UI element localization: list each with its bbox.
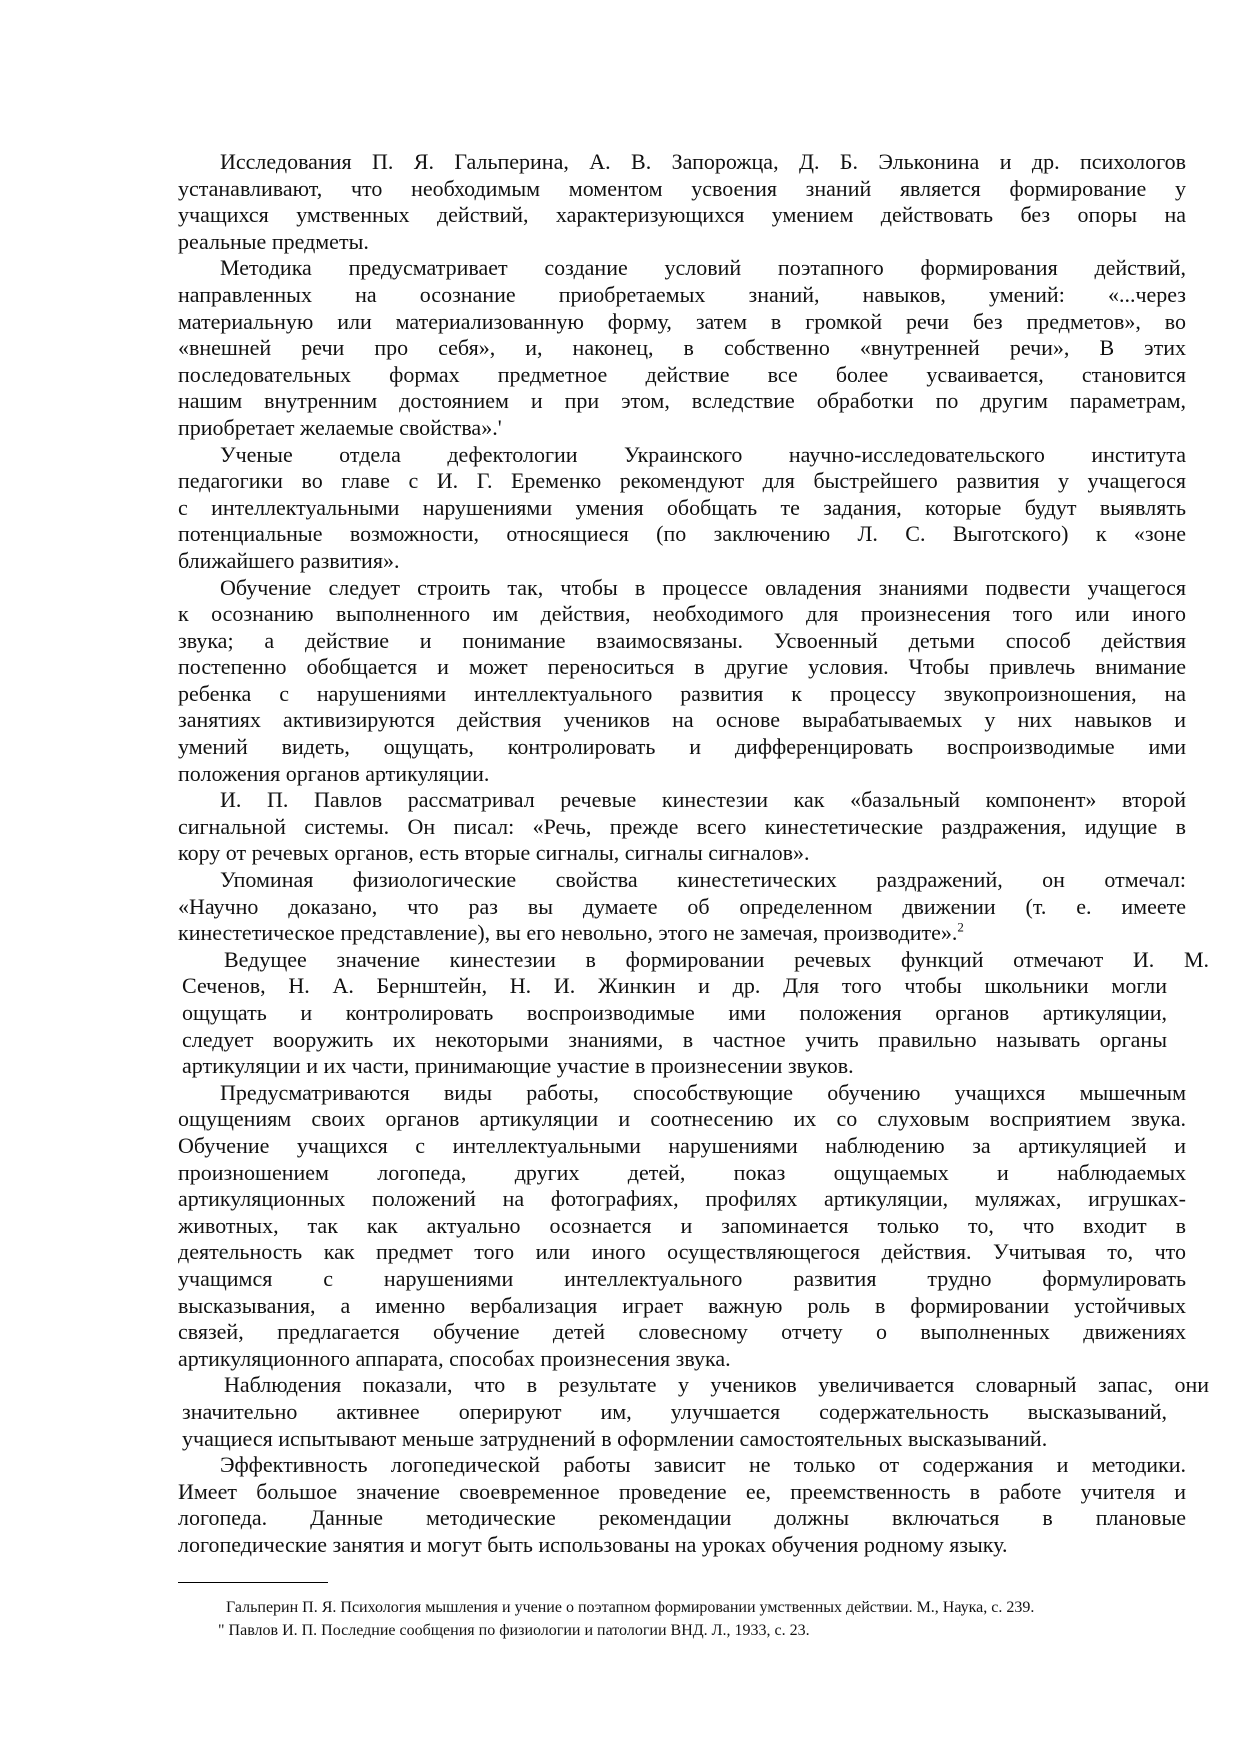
- text-line: [178, 575, 1186, 602]
- text-line: [182, 973, 1167, 1000]
- text-line-content: последовательных формах предметное действие все более усваивается, становится: [178, 361, 1186, 387]
- text-line: [178, 734, 1186, 761]
- text-line: [178, 1239, 1186, 1266]
- text-line-content: артикуляционного аппарата, способах произнесения звука.: [178, 1345, 731, 1371]
- paragraph: [178, 442, 1186, 575]
- text-line: [178, 468, 1186, 495]
- text-line: [178, 894, 1186, 921]
- text-line-content: произношением логопеда, других детей, показ ощущаемых и наблюдаемых: [178, 1159, 1186, 1185]
- text-line-content: учащимся с нарушениями интеллектуального развития трудно формулировать: [178, 1265, 1186, 1291]
- text-line: [178, 654, 1186, 681]
- text-line-content: Наблюдения показали, что в результате у учеников увеличивается словарный запас, они: [224, 1372, 1209, 1398]
- text-line-content: Эффективность логопедической работы зависит не только от содержания и методики.: [220, 1452, 1186, 1478]
- text-line-content: И. П. Павлов рассматривал речевые кинестезии как «базальный компонент» второй: [220, 787, 1186, 813]
- text-line-content: нашим внутренним достоянием и при этом, вследствие обработки по другим параметрам,: [178, 388, 1186, 414]
- text-line-content: потенциальные возможности, относящиеся (по заключению Л. С. Выготского) к «зоне: [178, 521, 1186, 547]
- footnote-divider: [178, 1582, 328, 1583]
- text-line-content: направленных на осознание приобретаемых знаний, навыков, умений: «...через: [178, 281, 1186, 307]
- text-line: [178, 309, 1186, 336]
- text-line: [178, 1106, 1186, 1133]
- text-line-content: «внешней речи про себя», и, наконец, в собственно «внутренней речи», В этих: [178, 335, 1186, 361]
- text-line: [178, 548, 1186, 575]
- paragraph: [178, 149, 1186, 255]
- text-line-content: ощущать и контролировать воспроизводимые ими положения органов артикуляции,: [182, 1000, 1167, 1025]
- text-line-content: Ученые отдела дефектологии Украинского научно-исследовательского института: [220, 441, 1186, 467]
- text-line: [178, 362, 1186, 389]
- text-line: [178, 255, 1186, 282]
- text-line: [178, 1319, 1186, 1346]
- text-line: [178, 495, 1186, 522]
- text-line-content: «Научно доказано, что раз вы думаете об определенном движении (т. е. имеете: [178, 893, 1186, 919]
- text-line-content: ощущениям своих органов артикуляции и соотнесению их со слуховым восприятием звука.: [178, 1106, 1186, 1132]
- text-line-content: следует вооружить их некоторыми знаниями, в частное учить правильно называть органы: [182, 1026, 1167, 1052]
- text-line-content: значительно активнее оперируют им, улучшается содержательность высказываний,: [182, 1398, 1167, 1424]
- text-line: [178, 1133, 1186, 1160]
- text-line-content: животных, так как актуально осознается и запоминается только то, что входит в: [178, 1212, 1186, 1238]
- text-line: [182, 1000, 1167, 1027]
- text-line-content: звука; а действие и понимание взаимосвязаны. Усвоенный детьми способ действия: [178, 627, 1186, 653]
- text-line: [178, 814, 1186, 841]
- text-line-content: ближайшего развития».: [178, 547, 400, 573]
- text-line: [178, 282, 1186, 309]
- text-line: [178, 1186, 1186, 1213]
- text-line-content: Исследования П. Я. Гальперина, А. В. Запорожца, Д. Б. Эльконина и др. психологов: [220, 149, 1186, 174]
- text-line: [178, 681, 1186, 708]
- paragraph: [178, 867, 1186, 947]
- text-line-content: логопедические занятия и могут быть использованы на уроках обучения родному языку.: [178, 1531, 1008, 1557]
- text-line-content: логопеда. Данные методические рекомендации должны включаться в плановые: [178, 1505, 1186, 1531]
- text-line: [182, 1027, 1167, 1054]
- footnotes: [178, 1596, 1188, 1642]
- footnote-2: " Павлов И. П. Последние сообщения по физиологии и патологии ВНД. Л., 1933, с. 23.: [218, 1622, 810, 1639]
- text-line: [178, 761, 1186, 788]
- paragraph: [178, 255, 1186, 441]
- text-line-content: высказывания, а именно вербализация играет важную роль в формировании устойчивых: [178, 1292, 1186, 1318]
- text-line-content: сигнальной системы. Он писал: «Речь, прежде всего кинестетические раздражения, идущие в: [178, 813, 1186, 839]
- text-line: [182, 1399, 1167, 1426]
- text-line: [178, 628, 1186, 655]
- text-line: [182, 1426, 1167, 1453]
- text-line-content: ребенка с нарушениями интеллектуального развития к процессу звукопроизношения, на: [178, 680, 1186, 706]
- text-line: [178, 388, 1186, 415]
- text-line-content: Обучение учащихся с интеллектуальными нарушениями наблюдению за артикуляцией и: [178, 1132, 1186, 1158]
- text-line-content: Предусматриваются виды работы, способствующие обучению учащихся мышечным: [220, 1079, 1186, 1105]
- text-line: [178, 1266, 1186, 1293]
- text-line-content: занятиях активизируются действия учеников на основе вырабатываемых у них навыков и: [178, 707, 1186, 733]
- footnote-1: Гальперин П. Я. Психология мышления и учение о поэтапном формировании умственных действии. М., Наука, с. 239.: [226, 1599, 1035, 1616]
- paragraph: [178, 575, 1186, 788]
- text-line: [178, 335, 1186, 362]
- text-line-content: Упоминая физиологические свойства кинестетических раздражений, он отмечал:: [220, 867, 1186, 893]
- text-line-content: деятельность как предмет того или иного осуществляющегося действия. Учитывая то, что: [178, 1239, 1186, 1265]
- text-line-content: устанавливают, что необходимым моментом усвоения знаний является формирование у: [178, 175, 1186, 201]
- text-line: [178, 442, 1186, 469]
- text-line: [178, 521, 1186, 548]
- text-line-content: умений видеть, ощущать, контролировать и дифференцировать воспроизводимые ими: [178, 734, 1186, 760]
- text-line: [178, 920, 1186, 947]
- text-line-content: кинестетическое представление), вы его невольно, этого не замечая, производите».: [178, 920, 958, 946]
- text-line-content: Сеченов, Н. А. Бернштейн, Н. И. Жинкин и др. Для того чтобы школьники могли: [182, 973, 1167, 999]
- text-line: [178, 1213, 1186, 1240]
- text-line-content: с интеллектуальными нарушениями умения обобщать те задания, которые будут выявлять: [178, 494, 1186, 520]
- text-line: [178, 707, 1186, 734]
- text-line-content: Ведущее значение кинестезии в формировании речевых функций отмечают И. М.: [224, 946, 1209, 972]
- text-line: [178, 1452, 1186, 1479]
- paragraph: [178, 787, 1186, 867]
- text-line-content: учащиеся испытывают меньше затруднений в оформлении самостоятельных высказываний.: [182, 1425, 1048, 1451]
- text-line: [178, 787, 1186, 814]
- text-line: [182, 947, 1209, 974]
- footnote-reference: 2: [957, 919, 964, 935]
- text-line: [178, 1532, 1186, 1559]
- text-line: [178, 229, 1186, 256]
- text-line: [178, 415, 1186, 442]
- body-text: [178, 149, 1209, 1558]
- text-line: [178, 1479, 1186, 1506]
- text-line-content: Обучение следует строить так, чтобы в процессе овладения знаниями подвести учащегося: [220, 574, 1186, 600]
- text-line-content: реальные предметы.: [178, 228, 369, 254]
- text-line: [178, 1346, 1186, 1373]
- text-line: [178, 1505, 1186, 1532]
- paragraph: [178, 1372, 1209, 1452]
- text-line-content: к осознанию выполненного им действия, необходимого для произнесения того или иного: [178, 601, 1186, 627]
- text-line-content: Методика предусматривает создание условий поэтапного формирования действий,: [220, 255, 1186, 281]
- text-line: [178, 149, 1186, 176]
- text-line: [178, 1293, 1186, 1320]
- text-line: [182, 1372, 1209, 1399]
- paragraph: [178, 1452, 1186, 1558]
- text-line-content: артикуляции и их части, принимающие участие в произнесении звуков.: [182, 1053, 854, 1079]
- paragraph: [178, 946, 1209, 1080]
- text-line: [178, 1160, 1186, 1187]
- text-line-content: Имеет большое значение своевременное проведение ее, преемственность в работе учителя и: [178, 1478, 1186, 1504]
- text-line-content: педагогики во главе с И. Г. Еременко рекомендуют для быстрейшего развития у учащегося: [178, 468, 1186, 494]
- text-line: [178, 202, 1186, 229]
- text-line-content: кору от речевых органов, есть вторые сигналы, сигналы сигналов».: [178, 840, 810, 866]
- text-line: [182, 1053, 1167, 1080]
- text-line: [178, 867, 1186, 894]
- paragraph: [178, 1080, 1186, 1373]
- text-line-content: приобретает желаемые свойства».': [178, 414, 502, 440]
- text-line: [178, 1080, 1186, 1107]
- text-line-content: артикуляционных положений на фотографиях, профилях артикуляции, муляжах, игрушках-: [178, 1186, 1186, 1212]
- text-line-content: связей, предлагается обучение детей словесному отчету о выполненных движениях: [178, 1319, 1186, 1345]
- text-line: [178, 601, 1186, 628]
- text-line-content: постепенно обобщается и может переноситься в другие условия. Чтобы привлечь внимание: [178, 654, 1186, 680]
- text-line: [178, 176, 1186, 203]
- text-line-content: учащихся умственных действий, характеризующихся умением действовать без опоры на: [178, 202, 1186, 228]
- text-line: [178, 840, 1186, 867]
- text-line-content: материальную или материализованную форму, затем в громкой речи без предметов», во: [178, 308, 1186, 334]
- text-line-content: положения органов артикуляции.: [178, 760, 490, 786]
